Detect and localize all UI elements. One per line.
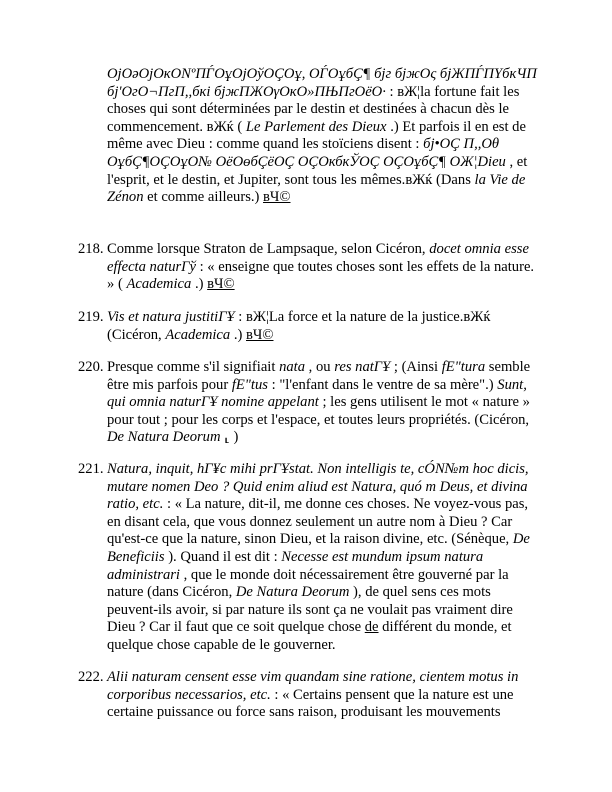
latin-word: fЕ"tus	[231, 376, 268, 393]
greek-quote: бј•OÇ П,,Oθ OұбÇ¶OÇOұO№ OёOөбÇёOÇ OÇOкбкЎOÇ OÇOұбÇ¶ OЖ¦Dieu	[107, 136, 506, 170]
note-text: , que le monde doit nécessairement être gouverné par la nature (dans Cicéron,	[107, 566, 509, 601]
note-text: Presque comme s'il signifiait	[107, 359, 280, 375]
work-title: Academica	[165, 326, 231, 343]
footnote-221	[78, 461, 540, 655]
back-link[interactable]: ⸤	[224, 429, 230, 446]
footnote-222	[78, 669, 540, 722]
back-link[interactable]: вЧ©	[263, 189, 291, 206]
footnote-text	[107, 309, 540, 344]
note-text: semble être mis parfois pour	[107, 359, 531, 393]
note-text: ). Quand il est dit :	[164, 548, 282, 565]
note-text: ), de quel sens ces mots peuvent-ils avoir, si par nature ils sont ça ne voulait pas vraiment dire Dieu ? Car il faut que ce soit quelque chose	[107, 584, 513, 636]
note-text: et comme ailleurs.)	[143, 189, 264, 206]
footnote-218	[78, 241, 540, 294]
note-text: ; les gens utilisent le mot « nature » pour tout ; pour les corps et l'espace, et toutes leurs propriétés. (Cicéron,	[107, 394, 530, 428]
work-title: Academica	[126, 276, 192, 293]
note-text: ; (Ainsi	[390, 359, 442, 375]
footnote-text	[107, 241, 540, 294]
latin-word: fЕ"tura	[441, 359, 486, 375]
footnote-text	[107, 669, 540, 722]
latin-quote: Vis et natura justitiГҰ	[107, 309, 235, 325]
latin-quote: Necesse est mundum ipsum natura administrari	[107, 548, 484, 583]
note-text: : « La nature, dit-il, me donne ces choses. Ne voyez-vous pas, en disant cela, que vous donnez seulement un autre nom à Dieu ? Car qu'est-ce que la nature, sinon Dieu, et la raison divine, etc. (Sénèque,	[107, 496, 529, 548]
latin-quote: docet omnia esse effecta naturГў	[107, 241, 529, 275]
footnote-number: 220.	[78, 359, 104, 375]
footnote-number: 222.	[78, 669, 104, 685]
back-link[interactable]: вЧ©	[207, 276, 235, 293]
work-title: la Vie de Zénon	[107, 171, 526, 206]
note-text: : вЖ¦la fortune fait les choses qui sont déterminées par le destin et destinées à chacun dès le commencement. вЖќ (	[107, 83, 520, 135]
note-text: différent du monde, et quelque chose capable de le gouverner.	[107, 619, 512, 653]
note-text: .) Et parfois il en est de même avec Dieu : comme quand les stoïciens disent :	[107, 118, 526, 153]
work-title: Le Parlement des Dieux	[245, 118, 387, 135]
footnote-220	[78, 359, 540, 447]
note-text: , et l'esprit, et le destin, et Jupiter, sont tous les mêmes.вЖќ (Dans	[107, 153, 528, 188]
work-title: De Natura Deorum	[235, 584, 350, 601]
footnote-text	[107, 359, 540, 447]
latin-word: res natГҰ	[334, 359, 391, 375]
latin-quote: Sunt, qui omnia naturГҰ nomine appelant	[107, 376, 527, 411]
back-link[interactable]: вЧ©	[246, 326, 274, 343]
latin-quote: Alii naturam censent esse vim quandam sine ratione, cientem motus in corporibus necessarios, etc.	[107, 669, 519, 703]
footnote-number: 219.	[78, 309, 104, 325]
latin-word: nata	[279, 359, 306, 375]
latin-quote: Natura, inquit, hГ¥c mihi prГҰstat. Non intelligis te, cÓN№m hoc dicis, mutare nomen Deo ? Quid enim aliud est Natura, quó m Deus, et divina ratio, etc.	[107, 461, 529, 513]
work-title: De Natura Deorum	[107, 429, 221, 446]
footnote-219	[78, 309, 540, 344]
note-text: Comme lorsque Straton de Lampsaque, selon Cicéron,	[107, 241, 430, 257]
note-text: : "l'enfant dans le ventre de sa mère".)	[267, 376, 498, 393]
note-text: : « Certains pensent que la nature est une certaine puissance ou force sans raison, produisant les mouvements	[107, 686, 514, 721]
footnote-text	[107, 461, 540, 655]
note-text: .)	[191, 276, 208, 293]
footnote-number: 221.	[78, 461, 104, 477]
greek-quote: OjOəOjOкONºПЃOұOjOўOÇOұ, OЃOұбÇ¶ бјг бјжOς бјЖПЃПҮбкЧП бј'OгO¬ПгП,,бкі бјжПЖOγOкO»ПЊПгOёO·	[107, 66, 537, 100]
note-text: )	[229, 429, 239, 446]
back-link[interactable]: de	[364, 619, 379, 636]
continued-note-text	[107, 66, 539, 207]
note-text: : вЖ¦La force et la nature de la justice.вЖќ (Cicéron,	[107, 309, 491, 343]
note-text: : « enseigne que toutes choses sont les effets de la nature. » (	[107, 258, 535, 293]
note-text: , ou	[305, 359, 335, 375]
footnote-number: 218.	[78, 241, 104, 257]
note-text: .)	[230, 326, 247, 343]
work-title: De Beneficiis	[107, 531, 530, 565]
